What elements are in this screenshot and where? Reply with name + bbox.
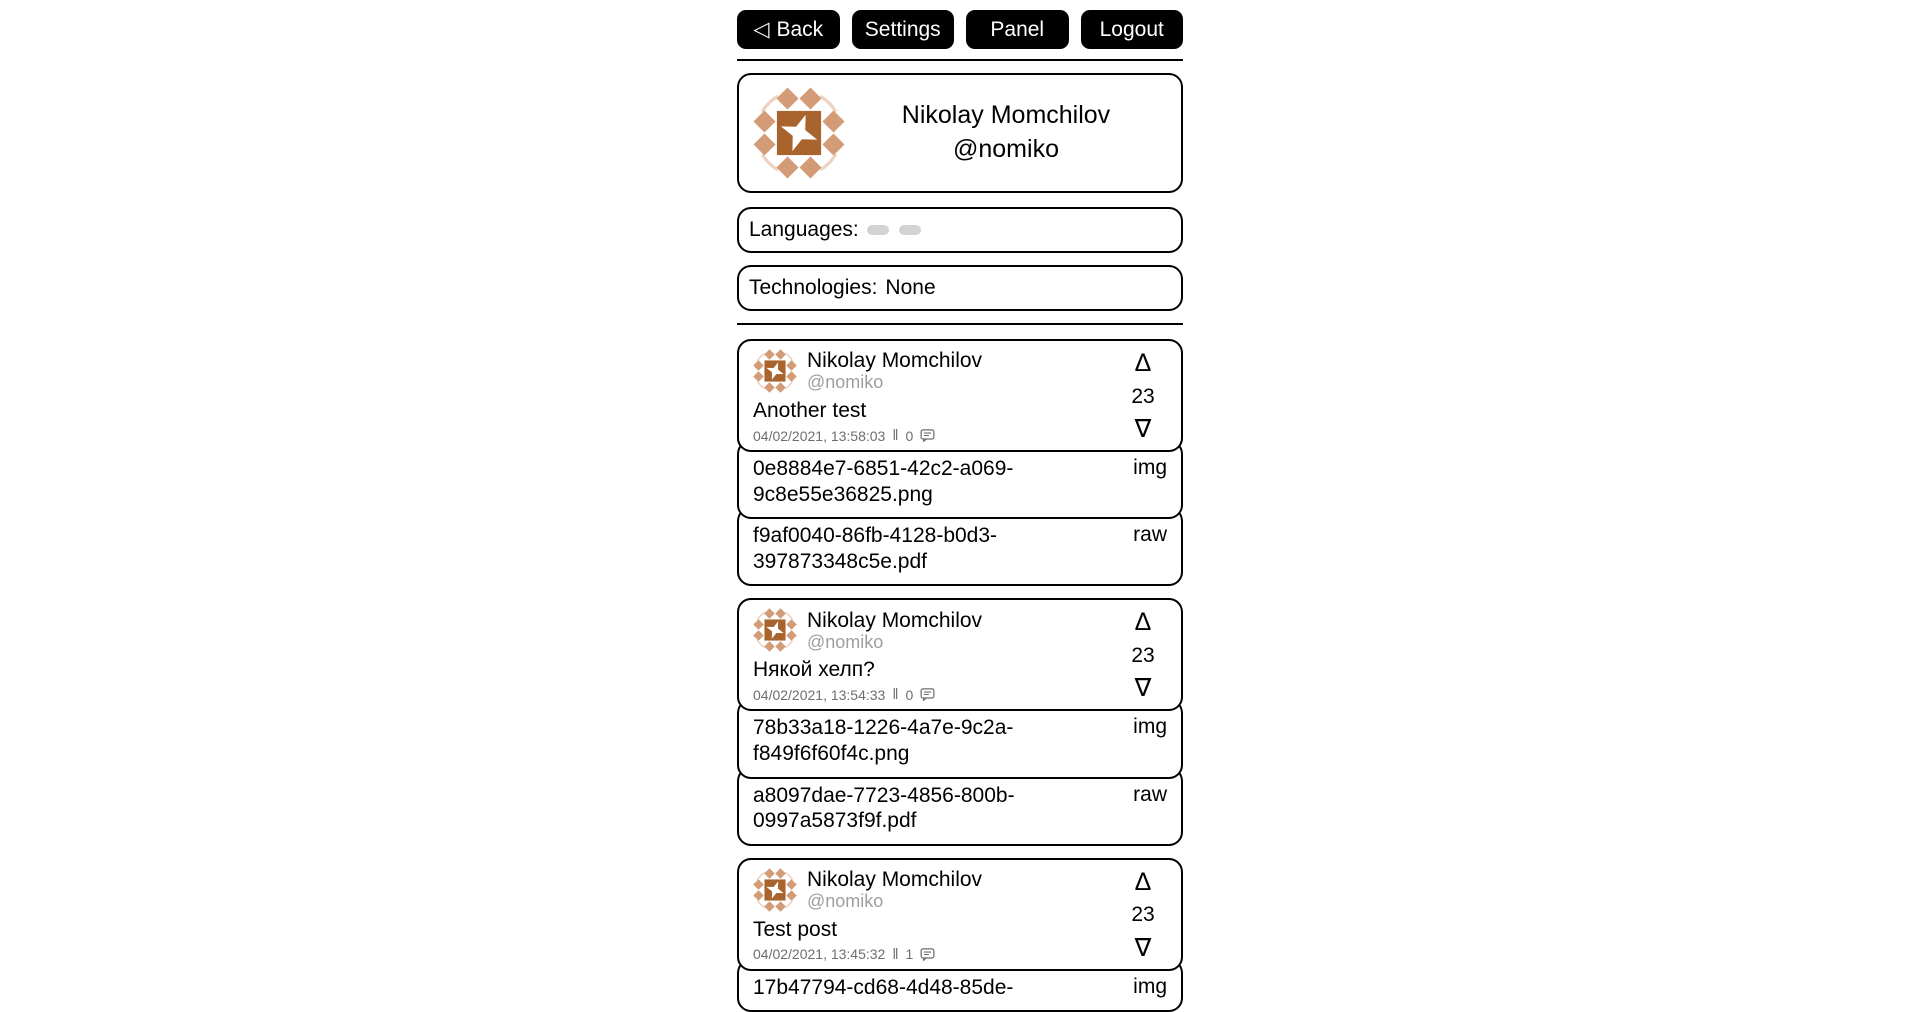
post-avatar <box>753 608 797 652</box>
post-author-row <box>753 868 1119 912</box>
meta-separator-glyph: ‖ <box>892 945 899 963</box>
post-card[interactable] <box>737 858 1183 971</box>
profile-card <box>737 73 1183 193</box>
post <box>737 858 1183 1012</box>
languages-list <box>867 225 921 235</box>
profile-names <box>845 99 1167 167</box>
comments-icon <box>920 688 935 701</box>
attachment-type: img <box>1133 715 1167 739</box>
post-avatar <box>753 868 797 912</box>
downvote-button[interactable]: ∇ <box>1134 933 1152 962</box>
downvote-button[interactable]: ∇ <box>1134 415 1152 443</box>
post-timestamp: 04/02/2021, 13:58:03 <box>753 427 886 444</box>
post-votes <box>1119 608 1167 703</box>
post-votes <box>1119 868 1167 963</box>
language-badge <box>867 225 889 235</box>
profile-avatar <box>753 87 845 179</box>
attachment-filename: f9af0040-86fb-4128-b0d3-397873348c5e.pdf <box>753 524 998 573</box>
posts-list <box>737 339 1183 1012</box>
post-author-names <box>807 609 982 653</box>
post-card[interactable] <box>737 339 1183 452</box>
post-main <box>753 868 1119 963</box>
post-main <box>753 608 1119 703</box>
post-main <box>753 349 1119 444</box>
attachment-type: raw <box>1133 523 1167 547</box>
post-meta <box>753 946 1119 963</box>
back-label: Back <box>776 17 824 41</box>
post-title: Test post <box>753 917 838 941</box>
post-comment-count: 0 <box>905 686 914 703</box>
attachments-list <box>737 440 1183 586</box>
post-comment-count: 0 <box>905 427 914 444</box>
post-author-row <box>753 608 1119 652</box>
vote-count: 23 <box>1131 384 1155 408</box>
post-comment-count: 1 <box>905 946 914 963</box>
post <box>737 339 1183 586</box>
comments-icon <box>920 429 935 442</box>
upvote-button[interactable]: Δ <box>1134 608 1152 637</box>
vote-count: 23 <box>1131 903 1155 927</box>
divider-posts <box>737 323 1183 325</box>
post-author-handle: @nomiko <box>807 631 884 652</box>
downvote-button[interactable]: ∇ <box>1134 674 1152 703</box>
attachment-type: raw <box>1133 782 1167 806</box>
attachment-filename: 17b47794-cd68-4d48-85de- <box>753 975 1014 999</box>
post-author-names <box>807 349 982 393</box>
attachment-filename: 0e8884e7-6851-42c2-a069-9c8e55e36825.png <box>753 457 1014 506</box>
languages-card <box>737 207 1183 253</box>
post-timestamp: 04/02/2021, 13:45:32 <box>753 946 886 963</box>
post-votes <box>1119 349 1167 444</box>
post-author-handle: @nomiko <box>807 372 884 393</box>
back-icon: ◁ <box>753 18 770 41</box>
post-title: Another test <box>753 399 867 422</box>
back-button[interactable] <box>737 10 840 49</box>
post-author-names <box>807 868 982 912</box>
profile-page <box>737 0 1183 1012</box>
panel-button[interactable]: Panel <box>966 10 1069 49</box>
attachment-type: img <box>1133 456 1167 479</box>
divider-top <box>737 59 1183 61</box>
attachment-filename: a8097dae-7723-4856-800b-0997a5873f9f.pdf <box>753 783 1015 833</box>
attachment-filename: 78b33a18-1226-4a7e-9c2a-f849f6f60f4c.png <box>753 716 1014 766</box>
meta-separator-glyph: ‖ <box>892 427 899 444</box>
languages-label: Languages: <box>749 218 859 241</box>
meta-separator-glyph: ‖ <box>892 686 899 704</box>
post-meta <box>753 686 1119 703</box>
post-meta <box>753 427 1119 444</box>
post-avatar <box>753 349 797 393</box>
post-author-name: Nikolay Momchilov <box>807 867 983 891</box>
comments-icon <box>920 948 935 961</box>
post <box>737 598 1183 845</box>
post-author-name: Nikolay Momchilov <box>807 608 983 632</box>
post-author-handle: @nomiko <box>807 891 884 912</box>
post-author-name: Nikolay Momchilov <box>807 349 983 373</box>
profile-name: Nikolay Momchilov <box>901 101 1111 130</box>
toolbar <box>737 10 1183 49</box>
vote-count: 23 <box>1131 643 1155 667</box>
attachment-row[interactable] <box>737 507 1183 586</box>
attachment-row[interactable] <box>737 699 1183 778</box>
attachments-list <box>737 699 1183 845</box>
profile-handle: @nomiko <box>953 135 1059 163</box>
post-title: Някой хелп? <box>753 658 875 682</box>
logout-button[interactable]: Logout <box>1081 10 1184 49</box>
post-card[interactable] <box>737 598 1183 711</box>
upvote-button[interactable]: Δ <box>1134 349 1152 377</box>
attachment-type: img <box>1133 974 1167 998</box>
technologies-card <box>737 265 1183 311</box>
post-author-row <box>753 349 1119 393</box>
technologies-label: Technologies: <box>749 276 878 299</box>
language-badge <box>899 225 921 235</box>
post-timestamp: 04/02/2021, 13:54:33 <box>753 686 886 703</box>
settings-button[interactable]: Settings <box>852 10 955 49</box>
upvote-button[interactable]: Δ <box>1134 867 1152 896</box>
technologies-value: None <box>885 276 936 299</box>
